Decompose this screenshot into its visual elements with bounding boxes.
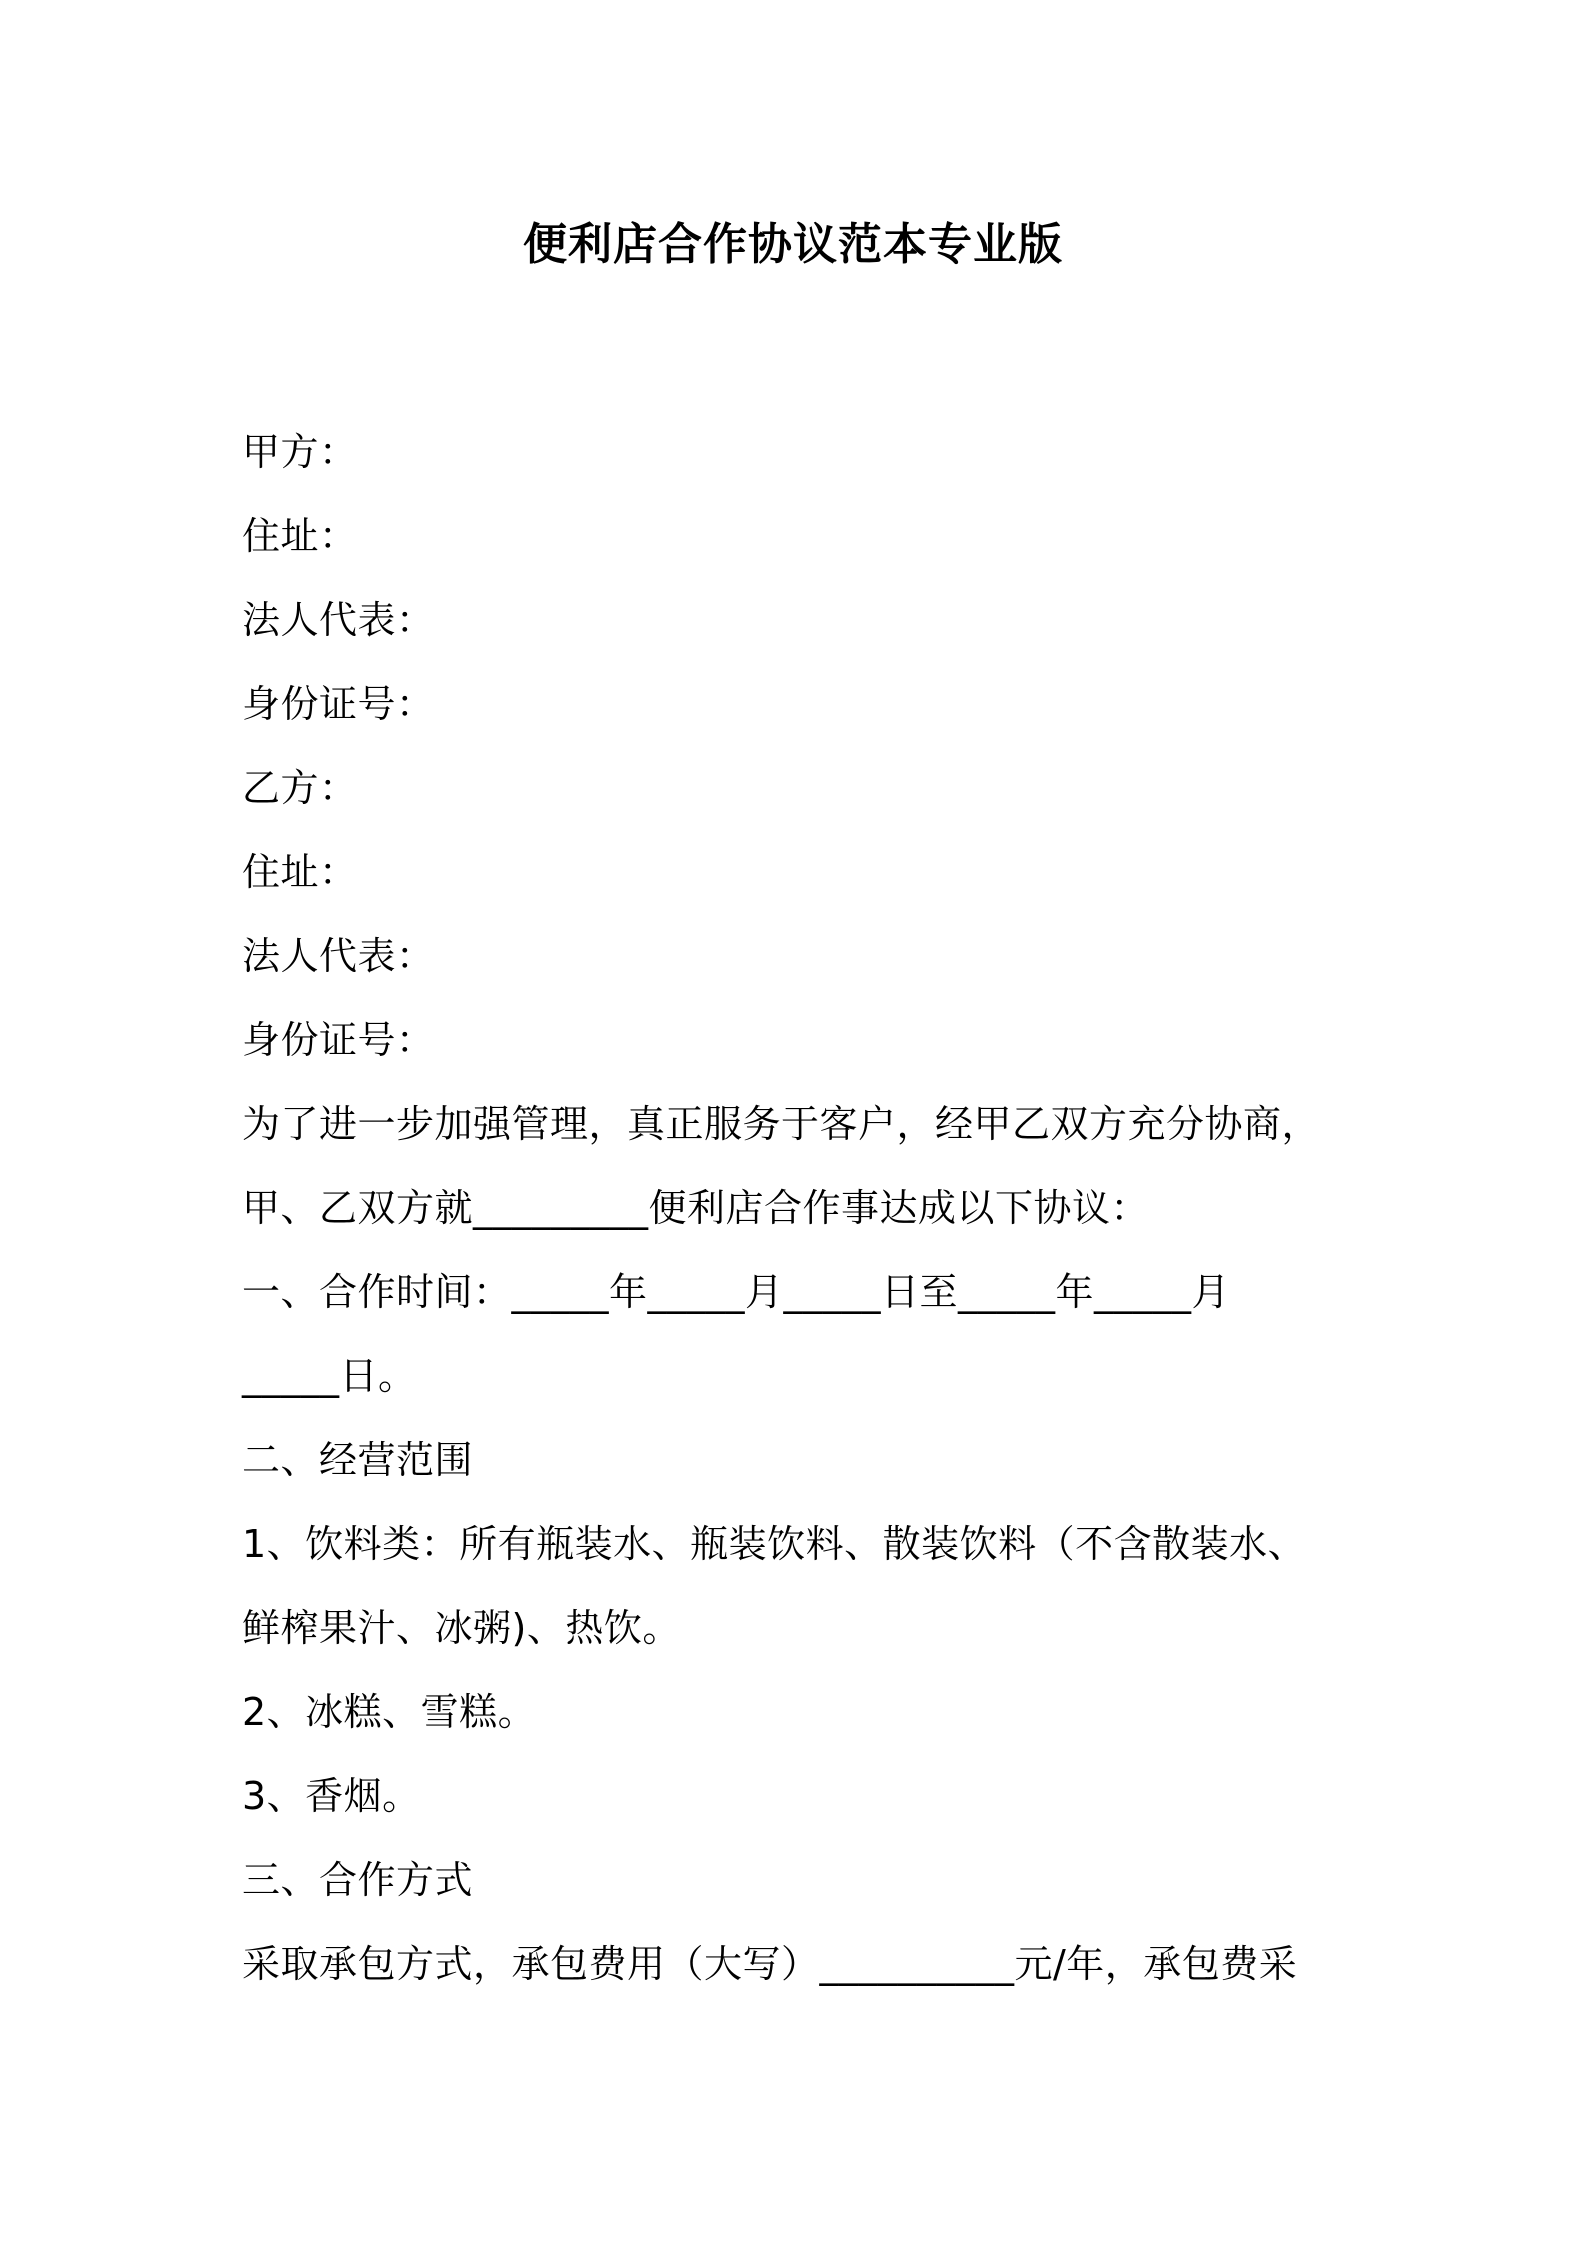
section-2-item-1-cont: 鲜榨果汁、冰粥)、热饮。 (242, 1606, 681, 1650)
preamble-line-1: 为了进一步加强管理，真正服务于客户，经甲乙双方充分协商， (242, 1102, 1321, 1146)
section-3-text: 采取承包方式，承包费用（大写）__________元/年，承包费采 (242, 1942, 1298, 1986)
section-2-item-3: 3、香烟。 (242, 1774, 421, 1818)
section-2-heading: 二、经营范围 (242, 1438, 474, 1482)
document-body (242, 410, 1362, 2006)
party-b-address-label: 住址： (242, 850, 358, 894)
section-2-item-1: 1、饮料类：所有瓶装水、瓶装饮料、散装饮料（不含散装水、 (242, 1522, 1307, 1566)
party-a-id-label: 身份证号： (242, 682, 435, 726)
party-b-id-label: 身份证号： (242, 1018, 435, 1062)
party-a-legal-rep-label: 法人代表： (242, 598, 435, 642)
section-1-cooperation-period-cont: _____日。 (242, 1354, 417, 1398)
section-2-item-2: 2、冰糕、雪糕。 (242, 1690, 537, 1734)
section-1-cooperation-period: 一、合作时间：_____年_____月_____日至_____年_____月 (242, 1270, 1231, 1314)
party-a-address-label: 住址： (242, 514, 358, 558)
party-a-label: 甲方： (242, 430, 358, 474)
section-3-heading: 三、合作方式 (242, 1858, 474, 1902)
document-title: 便利店合作协议范本专业版 (523, 219, 1063, 270)
party-b-legal-rep-label: 法人代表： (242, 934, 435, 978)
preamble-line-2: 甲、乙双方就_________便利店合作事达成以下协议： (242, 1186, 1150, 1230)
party-b-label: 乙方： (242, 766, 358, 810)
